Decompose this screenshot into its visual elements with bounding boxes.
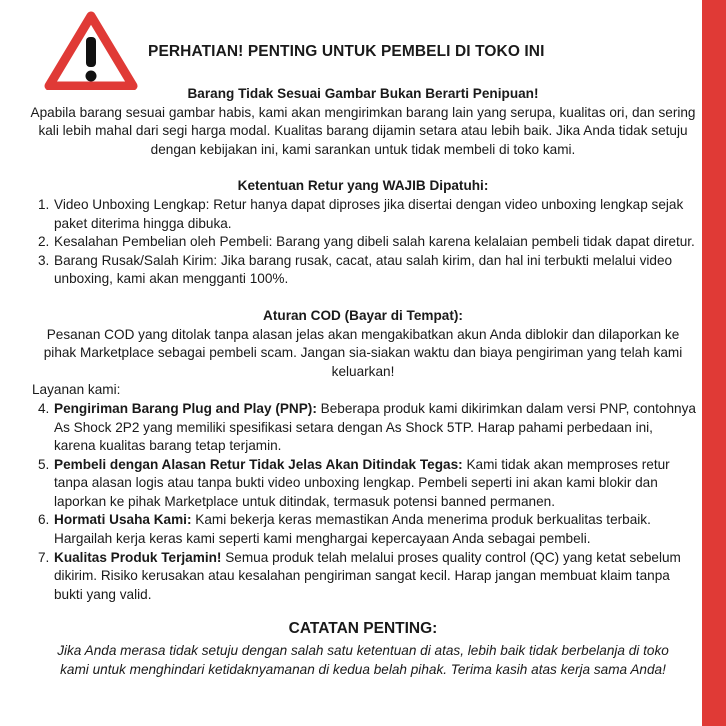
section2-heading: Ketentuan Retur yang WAJIB Dipatuhi: (237, 178, 489, 194)
list-item: 6. Hormati Usaha Kami: Kami bekerja keras memastikan Anda menerima produk berkualitas terbaik. Hargailah kerja keras kami seperti kami menghargai kepercayaan Anda sebagai pembeli. (38, 512, 651, 547)
red-side-bar (702, 0, 726, 726)
list-item: 3. Barang Rusak/Salah Kirim: Jika barang rusak, cacat, atau salah kirim, dan hal ini terbukti melalui video unboxing, kami akan mengganti 100%. (38, 252, 673, 287)
list-item: 2. Kesalahan Pembelian oleh Pembeli: Barang yang dibeli salah karena kelalaian pembeli tidak dapat diretur. (38, 234, 695, 250)
notice-body (30, 85, 696, 680)
list-item: 5. Pembeli dengan Alasan Retur Tidak Jelas Akan Ditindak Tegas: Kami tidak akan memproses retur tanpa alasan logis atau tanpa bukti video unboxing lengkap. Pembeli seperti ini akan kami blokir dan laporkan ke pihak Marketplace untuk ditindak, termasuk potensi banned permanen. (38, 456, 670, 509)
section3-body: Pesanan COD yang ditolak tanpa alasan jelas akan mengakibatkan akun Anda diblokir dan dilaporkan ke pihak Marketplace sebagai pembeli scam. Jangan sia-siakan waktu dan biaya pengiriman yang telah kami keluarkan! (43, 326, 683, 379)
list-item: 4. Pengiriman Barang Plug and Play (PNP): Beberapa produk kami dikirimkan dalam versi PNP, contohnya As Shock 2P2 yang memiliki spesifikasi setara dengan As Shock 5TP. Harap pahami perbedaan ini, karena kualitas barang tetap terjamin. (38, 400, 696, 454)
section1-heading: Barang Tidak Sesuai Gambar Bukan Berarti Penipuan! (187, 86, 539, 101)
note-body: Jika Anda merasa tidak setuju dengan salah satu ketentuan di atas, lebih baik tidak berbelanja di toko kami untuk menghindari ketidaknyamanan di kedua belah pihak. Terima kasih atas kerja sama Anda! (57, 643, 669, 678)
list-item: 1. Video Unboxing Lengkap: Retur hanya dapat diproses jika disertai dengan video unboxing lengkap sejak paket diterima hingga dibuka. (38, 196, 684, 231)
page-title: PERHATIAN! PENTING UNTUK PEMBELI DI TOKO INI (148, 43, 545, 60)
services-list (30, 400, 696, 605)
return-rules-list (30, 196, 696, 289)
warning-triangle-icon (44, 10, 138, 90)
note-heading: CATATAN PENTING: (288, 620, 438, 638)
services-label: Layanan kami: (32, 382, 121, 398)
section1-body: Apabila barang sesuai gambar habis, kami akan mengirimkan barang lain yang serupa, kualitas ori, dan sering kali lebih mahal dari segi harga modal. Kualitas barang dijamin setara atau lebih baik. Jika Anda tidak setuju dengan kebijakan ini, kami sarankan untuk tidak membeli di toko kami. (30, 104, 696, 157)
section3-heading: Aturan COD (Bayar di Tempat): (263, 307, 463, 323)
list-item: 7. Kualitas Produk Terjamin! Semua produk telah melalui proses quality control (QC) yang ketat sebelum dikirim. Risiko kerusakan atau kesalahan pengiriman sangat kecil. Harap jangan membuat klaim tanpa bukti yang valid. (38, 549, 681, 602)
